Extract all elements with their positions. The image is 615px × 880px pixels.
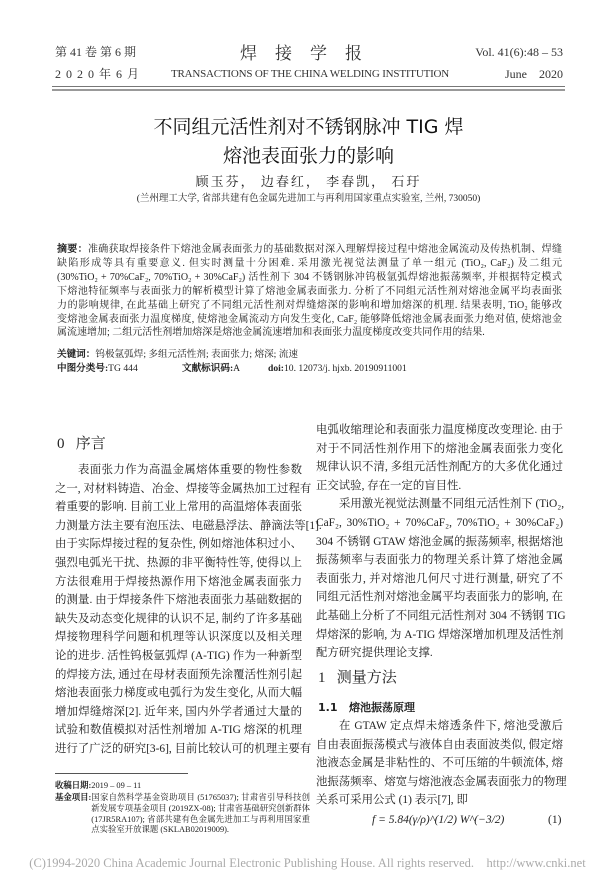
header-rule-thick <box>52 89 565 91</box>
subsection-title: 熔池振荡原理 <box>349 701 415 714</box>
volume-pages-en: Vol. 41(6):48 – 53 <box>475 45 563 59</box>
text-line: 论的进步. 活性钨极氩弧焊 (A-TIG) 作为一种新型 <box>55 649 302 662</box>
text-line: 304 不锈钢 GTAW 熔池金属的振荡频率, 根据熔池 <box>316 535 563 548</box>
text-line: 缺失及动态变化规律的认识不足, 制约了许多基础 <box>55 612 302 625</box>
clc-number <box>57 362 138 376</box>
fund-label: 基金项目: <box>55 793 92 802</box>
section-heading-0 <box>57 434 106 454</box>
doi-value: 10. 12073/j. hjxb. 20190911001 <box>284 363 407 374</box>
text-line: 试验和数值模拟对活性剂增加 A-TIG 熔深的机理 <box>55 724 302 737</box>
text-line: 配方研究提供理论支撑. <box>316 647 433 660</box>
clc-value: TG 444 <box>108 363 138 374</box>
text-line: 自由表面振荡模式与液体自由表面波类似, 假定熔 <box>316 738 563 751</box>
equation-1: f = 5.84(γ/ρ)^(1/2) W^(−3/2) <box>372 814 505 826</box>
text-line: 电弧收缩理论和表面张力温度梯度改变理论. 由于 <box>316 424 563 436</box>
keywords <box>57 348 298 362</box>
paper-title <box>52 113 565 171</box>
text-line: 表面张力, 并对熔池几何尺寸进行测量, 研究了不 <box>316 572 563 585</box>
abstract-line <box>57 243 562 257</box>
received-label: 收稿日期: <box>55 781 92 790</box>
right-column-para1 <box>316 421 563 495</box>
text-line: CaF₂, 30%TiO₂ + 70%CaF₂, 70%TiO₂ + 30%CaF₂) <box>316 516 563 529</box>
text-line: 关系可采用公式 (1) 表示[7], 即 <box>316 794 468 807</box>
keywords-value: 钨极氩弧焊; 多组元活性剂; 表面张力; 熔深; 流速 <box>95 349 298 360</box>
text-line: 的焊接方法, 通过在母材表面预先涂覆活性剂引起 <box>55 668 302 681</box>
doi <box>268 362 407 376</box>
copyright-watermark: (C)1994-2020 China Academic Journal Electronic Publishing House. All rights reserved. http://www.cnki.net <box>29 856 586 870</box>
subsection-heading-1-1 <box>318 701 415 715</box>
title-line: 不同组元活性剂对不锈钢脉冲 TIG 焊 <box>153 116 464 138</box>
text-line: 强烈电弧光干扰、热源的非平衡特性等, 使得以上 <box>55 556 302 569</box>
document-code <box>182 362 240 376</box>
section-number: 0 <box>57 436 65 452</box>
clc-label: 中图分类号: <box>57 363 109 374</box>
text-line: 之一, 对材料铸造、冶金、焊接等金属热加工过程有 <box>55 482 312 495</box>
date-cn: 2 0 2 0 年 6 月 <box>55 67 141 81</box>
abstract-line: 缺陷形成等具有重要意义. 但实时测量十分困难. 采用激光视觉法测量了单一组元 (TiO₂, CaF₂) 及二组元 <box>57 257 562 269</box>
text-line: 方法很难用于焊接热源作用下熔池金属表面张力 <box>55 575 302 588</box>
text-line: 采用激光视觉法测量不同组元活性剂下 (TiO₂, <box>339 498 565 511</box>
text-line: 池液态金属是非粘性的、不可压缩的牛顿流体, 熔 <box>316 757 563 770</box>
right-column-para3 <box>316 717 567 810</box>
fund-value: 国家自然科学基金资助项目 (51765037); 甘肃省引导科技创新发展专项基金项目 (2019ZX-08); 甘肃省基础研究创新群体 (17JR5RA107); 省部共建有色金属先进加工与再利用国家重点实验室开放课题 (SKLAB02019009). <box>91 793 310 835</box>
text-line: 振荡频率与表面张力的物理关系计算了熔池金属 <box>316 554 563 567</box>
text-line: 表面张力作为高温金属熔体重要的物性参数 <box>78 464 302 476</box>
section-number: 1 <box>318 670 326 686</box>
text-line: 此基础上分析了不同组元活性剂对 304 不锈钢 TIG <box>316 609 566 622</box>
abstract-label: 摘要： <box>57 244 88 255</box>
doc-code-value: A <box>233 363 241 374</box>
doi-label: doi: <box>268 363 284 374</box>
authors: 顾玉芬， 边春红， 李春凯， 石玗 <box>195 174 422 189</box>
abstract-text: 准确获取焊接条件下熔池金属表面张力的基础数据对深入理解焊接过程中熔池金属流动及传热机制、焊缝 <box>87 244 562 255</box>
text-line: 的测量. 由于焊接条件下熔池表面张力基础数据的 <box>55 594 302 607</box>
abstract <box>57 243 562 340</box>
volume-issue-cn: 第 41 卷 第 6 期 <box>55 45 137 59</box>
text-line: 熔池表面张力梯度或电弧行为发生变化, 从而大幅 <box>55 687 302 700</box>
journal-title-en: TRANSACTIONS OF THE CHINA WELDING INSTITUTION <box>170 68 450 80</box>
affiliation: (兰州理工大学, 省部共建有色金属先进加工与再利用国家重点实验室, 兰州, 730050) <box>136 194 481 204</box>
text-line: 规律认识不清, 多组元活性剂配方的大多优化通过 <box>316 461 563 474</box>
text-line: 焊熔深的影响, 为 A-TIG 焊熔深增加机理及活性剂 <box>316 628 564 641</box>
section-title: 序言 <box>75 436 106 452</box>
title-line: 熔池表面张力的影响 <box>222 145 394 167</box>
subsection-number: 1.1 <box>318 701 338 714</box>
text-line: 着重要的影响. 目前工业上常用的高温熔体表面张 <box>55 501 302 514</box>
abstract-line: 力的影响规律, 在此基础上研究了不同组元活性剂对焊缝熔深的影响和增加熔深的机理. 结果表明, TiO₂ 能够改 <box>57 299 562 311</box>
date-en: June 2020 <box>505 67 563 81</box>
text-line: 正交试验, 存在一定的盲目性. <box>316 479 462 492</box>
text-line: 池振荡频率、熔宽与熔池液态金属表面张力的物理 <box>316 775 567 788</box>
footnote <box>55 779 310 836</box>
left-column-text <box>55 461 322 759</box>
section-title: 测量方法 <box>336 670 397 686</box>
abstract-line: 属流速增加; 二组元活性剂增加熔深是熔池金属流速增加和表面张力温度梯度改变共同作用的结果. <box>57 327 485 339</box>
text-line: 增加焊缝熔深[2]. 近年来, 国内外学者通过大量的 <box>55 705 302 718</box>
text-line: 进行了广泛的研究[3-6], 目前比较认可的机理主要有 <box>55 742 312 755</box>
abstract-line: 下熔池特征频率与表面张力的解析模型计算了熔池金属表面张力. 分析了不同组元活性剂对熔池金属平均表面张 <box>57 285 562 297</box>
doc-code-label: 文献标识码: <box>182 363 234 374</box>
keywords-label: 关键词： <box>57 349 96 360</box>
abstract-line: 变熔池金属表面张力温度梯度, 使熔池金属流动方向发生变化, CaF₂ 能够降低熔池金属表面张力绝对值, 使熔池金 <box>57 313 562 325</box>
text-line: 由于实际焊接过程的复杂性, 例如熔池体积过小、 <box>55 538 302 551</box>
received-date: 2019 – 09 – 11 <box>91 781 142 790</box>
text-line: 力测量方法主要有泡压法、电磁悬浮法、静滴法等[1]. <box>55 519 322 532</box>
right-column-para2 <box>316 495 566 662</box>
text-line: 焊接物理科学问题和机理等认识深度以及相关理 <box>55 631 302 644</box>
text-line: 在 GTAW 定点焊未熔透条件下, 熔池受激后 <box>339 720 563 732</box>
text-line: 同组元活性剂对熔池金属平均表面张力的影响, 在 <box>316 591 563 604</box>
journal-title-cn: 焊接学报 <box>240 44 380 63</box>
header-rule <box>52 86 565 87</box>
text-line: 对于不同活性剂作用下的熔池金属表面张力变化 <box>316 442 563 455</box>
footnote-rule <box>55 773 188 774</box>
section-heading-1 <box>318 668 397 688</box>
abstract-line: (30%TiO₂ + 70%CaF₂, 70%TiO₂ + 30%CaF₂) 活性剂下 304 不锈钢脉冲钨极氩弧焊熔池振荡频率, 并根据特定模式 <box>57 271 562 283</box>
equation-number: (1) <box>548 814 562 826</box>
